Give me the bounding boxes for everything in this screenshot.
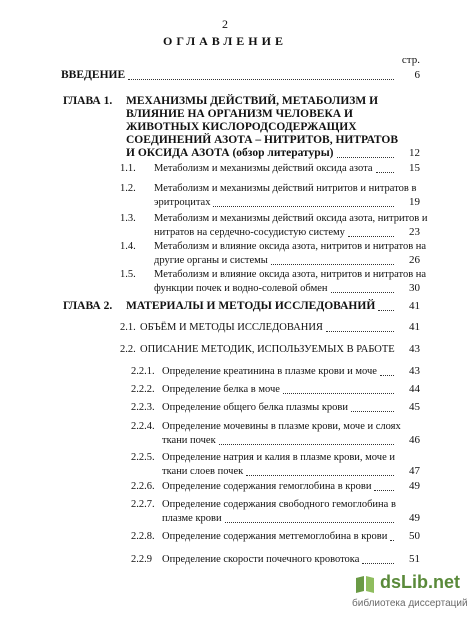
toc-entry-title-line: Метаболизм и влияние оксида азота, нитритов и нитратов на	[154, 269, 427, 280]
toc-entry-number: 2.2.9	[131, 554, 152, 565]
toc-entry-title-line: Определение общего белка плазмы крови	[162, 402, 349, 413]
toc-entry	[0, 451, 420, 479]
dotted-leader	[378, 310, 394, 311]
dotted-leader	[380, 375, 394, 376]
toc-entry-title-line: МЕХАНИЗМЫ ДЕЙСТВИЙ, МЕТАБОЛИЗМ И	[126, 95, 379, 107]
toc-entry-page: 12	[409, 147, 420, 159]
toc-entry-title-line: ОБЪЁМ И МЕТОДЫ ИССЛЕДОВАНИЯ	[140, 322, 323, 333]
toc-entry-title-line: нитратов на сердечно-сосудистую систему	[154, 227, 345, 238]
dotted-leader	[376, 172, 395, 173]
toc-entry-page: 6	[414, 69, 420, 81]
toc-entry-title-line: Определение мочевины в плазме крови, моче и слоях	[162, 421, 401, 432]
toc-entry-title-line: Определение скорости почечного кровотока	[162, 554, 360, 565]
toc-entry	[0, 182, 420, 210]
toc-entry-title-line: Определение белка в моче	[162, 384, 280, 395]
toc-entry-number: 2.1.	[120, 322, 136, 333]
dotted-leader	[219, 444, 394, 445]
toc-entry-title-line: Определение содержания свободного гемоглобина в	[162, 499, 396, 510]
toc-entry-page: 49	[409, 512, 420, 524]
toc-entry-page: 30	[409, 282, 420, 294]
toc-entry-number: 1.4.	[120, 241, 136, 252]
toc-entry-page: 45	[409, 401, 420, 413]
dotted-leader	[390, 540, 394, 541]
book-logo-icon	[354, 574, 376, 594]
toc-entry-page: 15	[409, 162, 420, 174]
dotted-leader	[374, 490, 394, 491]
toc-entry-number: 2.2.6.	[131, 481, 155, 492]
toc-entry-title-line: ВЛИЯНИЕ НА ОРГАНИЗМ ЧЕЛОВЕКА И	[126, 108, 353, 120]
toc-entry-title-line: Метаболизм и механизмы действий нитритов и нитратов в	[154, 183, 417, 194]
page-number: 2	[222, 17, 228, 31]
toc-entry-title-line: И ОКСИДА АЗОТА (обзор литературы)	[126, 147, 334, 159]
toc-entry-title-line: ОПИСАНИЕ МЕТОДИК, ИСПОЛЬЗУЕМЫХ В РАБОТЕ	[140, 344, 395, 355]
toc-entry	[0, 553, 420, 566]
page-column-label: стр.	[401, 54, 420, 66]
toc-entry	[0, 365, 420, 378]
toc-entry-title-line: Метаболизм и механизмы действий оксида азота	[154, 163, 373, 174]
dotted-leader	[225, 522, 394, 523]
dotted-leader	[283, 393, 394, 394]
toc-entry-title-line: ткани почек	[162, 435, 216, 446]
toc-entry-page: 19	[409, 196, 420, 208]
toc-entry-page: 41	[409, 300, 420, 312]
toc-entry	[0, 498, 420, 526]
toc-entry-number: 2.2.1.	[131, 366, 155, 377]
toc-heading: ОГЛАВЛЕНИЕ	[163, 34, 287, 48]
dotted-leader	[271, 264, 394, 265]
toc-entry-number: 1.2.	[120, 183, 136, 194]
toc-entry-number: 2.2.7.	[131, 499, 155, 510]
watermark-subtitle: библиотека диссертаций	[352, 598, 468, 609]
toc-entry-title-line: ЖИВОТНЫХ КИСЛОРОДСОДЕРЖАЩИХ	[126, 121, 357, 133]
toc-entry-title-line: Метаболизм и влияние оксида азота, нитритов и нитратов на	[154, 241, 427, 252]
toc-entry-number: ГЛАВА 1.	[63, 95, 113, 107]
toc-entry-page: 44	[409, 383, 420, 395]
toc-entry-title-line: Определение содержания метгемоглобина в крови	[162, 531, 388, 542]
toc-entry-title-line: Определение креатинина в плазме крови и моче	[162, 366, 377, 377]
dotted-leader	[337, 157, 394, 158]
toc-entry-title-line: ВВЕДЕНИЕ	[61, 69, 126, 81]
dotted-leader	[326, 331, 394, 332]
toc-entry-page: 51	[409, 553, 420, 565]
toc-entry-title-line: Определение содержания гемоглобина в крови	[162, 481, 372, 492]
toc-entry-title-line: ткани слоев почек	[162, 466, 244, 477]
dotted-leader	[128, 79, 394, 80]
toc-entry	[0, 530, 420, 543]
toc-entry-number: 2.2.5.	[131, 452, 155, 463]
toc-entry-title-line: Определение натрия и калия в плазме крови, моче и	[162, 452, 395, 463]
toc-entry-page: 43	[409, 365, 420, 377]
dotted-leader	[348, 236, 394, 237]
dotted-leader	[331, 292, 394, 293]
toc-entry-page: 26	[409, 254, 420, 266]
toc-entry-page: 50	[409, 530, 420, 542]
toc-entry	[0, 300, 420, 313]
toc-entry	[0, 383, 420, 396]
toc-entry-number: 2.2.3.	[131, 402, 155, 413]
toc-entry	[0, 162, 420, 175]
toc-entry	[0, 401, 420, 414]
toc-entry-number: 2.2.8.	[131, 531, 155, 542]
toc-entry	[0, 343, 420, 356]
toc-entry	[0, 240, 427, 268]
dotted-leader	[351, 411, 394, 412]
toc-entry	[0, 69, 420, 82]
toc-entry-number: 2.2.	[120, 344, 136, 355]
toc-entry-page: 43	[409, 343, 420, 355]
toc-entry-page: 23	[409, 226, 420, 238]
toc-entry-title-line: Метаболизм и механизмы действий оксида азота, нитритов и	[154, 213, 428, 224]
watermark-title: dsLib.net	[380, 572, 460, 592]
toc-entry-number: 2.2.4.	[131, 421, 155, 432]
toc-entry-number: 2.2.2.	[131, 384, 155, 395]
toc-entry-title-line: функции почек и водно-солевой обмен	[154, 283, 328, 294]
toc-entry-number: 1.1.	[120, 163, 136, 174]
toc-entry-number: ГЛАВА 2.	[63, 300, 113, 312]
toc-entry-title-line: МАТЕРИАЛЫ И МЕТОДЫ ИССЛЕДОВАНИЙ	[126, 300, 376, 312]
toc-entry-page: 46	[409, 434, 420, 446]
toc-entry-page: 49	[409, 480, 420, 492]
toc-entry	[0, 268, 427, 296]
toc-entry-title-line: эритроцитах	[154, 197, 211, 208]
toc-entry	[0, 212, 428, 240]
toc-entry	[0, 480, 420, 493]
toc-entry-title-line: плазме крови	[162, 513, 222, 524]
toc-entry-title-line: другие органы и системы	[154, 255, 268, 266]
toc-entry	[0, 321, 420, 334]
toc-entry	[0, 420, 420, 448]
toc-entry-title-line: СОЕДИНЕНИЙ АЗОТА – НИТРИТОВ, НИТРАТОВ	[126, 134, 398, 146]
toc-entry-page: 47	[409, 465, 420, 477]
toc-entry-number: 1.3.	[120, 213, 136, 224]
dotted-leader	[362, 563, 394, 564]
watermark	[352, 572, 468, 614]
toc-entry-page: 41	[409, 321, 420, 333]
dotted-leader	[246, 475, 394, 476]
dotted-leader	[213, 206, 394, 207]
toc-entry-number: 1.5.	[120, 269, 136, 280]
toc-entry	[0, 95, 420, 160]
